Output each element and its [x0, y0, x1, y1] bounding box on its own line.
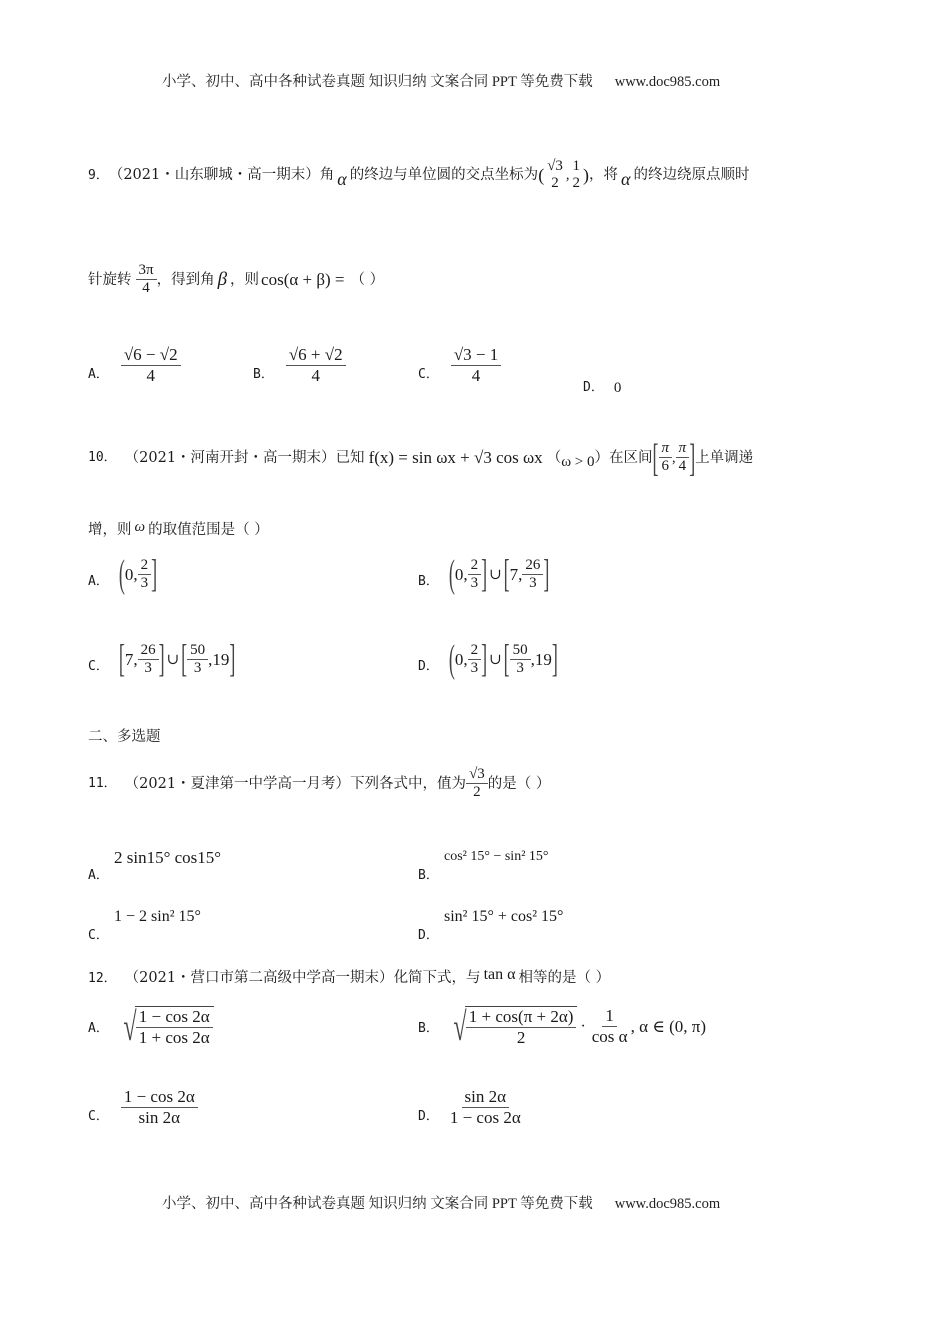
bracket-close: ]	[689, 435, 696, 480]
option-fraction: $\frac{\sin 2\alpha}{1 - \cos 2\alpha}$	[449, 1087, 521, 1127]
paren-open: (	[538, 165, 545, 186]
option-label: A．	[88, 1021, 109, 1036]
question-9-text: 针旋转	[88, 271, 132, 288]
option-expression: cos² 15° − sin² 15°	[444, 849, 549, 864]
question-11-source: （2021・夏津第一中学高一月考）	[124, 775, 351, 792]
footer-banner-text: 小学、初中、高中各种试卷真题 知识归纳 文案合同 PPT 等免费下载	[162, 1196, 593, 1212]
footer-banner	[162, 1192, 720, 1213]
question-10-option-a[interactable]: A． ( 0, $\frac{2}{3}$ ]	[88, 551, 158, 596]
question-9-stem-line1	[88, 158, 750, 193]
option-fraction: $\frac{1 - \cos 2\alpha}{\sin 2\alpha}$	[121, 1087, 198, 1127]
function-expression: f(x) = sin ωx + √3 cos ωx	[368, 448, 543, 468]
question-11-stem	[88, 766, 550, 802]
option-label: A．	[88, 574, 109, 590]
question-12-option-d[interactable]	[418, 1087, 524, 1127]
option-label: D．	[418, 928, 439, 943]
option-label: B．	[253, 366, 274, 382]
option-fraction: $\frac{1 - \cos 2\alpha}{1 + \cos 2\alpha}$	[135, 1006, 214, 1047]
question-12-stem	[88, 966, 611, 986]
header-site-link[interactable]: www.doc985.com	[614, 74, 721, 90]
question-12-text: 化简下式，与	[393, 969, 481, 986]
option-fraction: $\frac{√6 - √2}{4}$	[121, 345, 181, 385]
question-10-stem-line1: 10． （2021・河南开封・高一期末） 已知 f(x) = sin ωx + √3 cos ωx （ ω > 0 ） 在区间 [ $\frac{\pi}{6}$ , $\frac{\pi}{4}$ ] 上单调递	[88, 435, 754, 480]
option-label: B．	[418, 574, 439, 590]
comma: ,	[565, 167, 570, 183]
question-9-option-b[interactable]	[253, 345, 346, 385]
question-10-option-c[interactable]: C． [ 7, $\frac{26}{3}$ ] ∪ [ $\frac{50}{3}$ ,19 ]	[88, 636, 236, 681]
option-label: C．	[88, 928, 109, 943]
var-beta: β	[217, 269, 228, 291]
question-10-text: 上单调递	[695, 449, 754, 466]
option-label: C．	[418, 366, 439, 382]
var-omega: ω	[134, 519, 146, 535]
question-12-option-b[interactable]: B． √ $\frac{1 + \cos(\pi + 2\alpha)}{2}$ · $\frac{1}{\text{cos α}}$ , α ∈ (0, π)	[418, 1004, 706, 1049]
value-fraction: $\frac{√3}{2}$	[466, 766, 488, 802]
question-12-option-c[interactable]	[88, 1087, 198, 1127]
question-9-option-a[interactable]	[88, 345, 181, 385]
question-9-option-c[interactable]	[418, 345, 501, 385]
question-11-text: 的是（ ）	[487, 775, 551, 792]
option-label: C．	[88, 659, 109, 675]
rotation-fraction: $\frac{3\pi}{4}$	[136, 262, 157, 298]
question-12-number: 12．	[88, 970, 117, 986]
bracket-open: [	[652, 435, 659, 480]
omega-condition: ω > 0	[561, 454, 595, 471]
option-label: D．	[418, 1108, 439, 1124]
question-9-text: 角	[319, 167, 335, 183]
question-11-text: 下列各式中，值为	[350, 775, 467, 792]
option-expression: sin² 15° + cos² 15°	[444, 908, 564, 925]
option-label: D．	[418, 659, 439, 675]
question-9-text: 的终边绕原点顺时	[633, 167, 750, 183]
option-fraction: $\frac{√6 + √2}{4}$	[286, 345, 346, 385]
option-label: C．	[88, 1108, 109, 1124]
interval-right-fraction: $\frac{\pi}{4}$	[676, 440, 690, 476]
question-11-number: 11．	[88, 776, 117, 792]
tan-expression: tan α	[483, 966, 516, 983]
cos-expression: cos(α + β) =	[261, 270, 345, 290]
question-10-source: （2021・河南开封・高一期末）	[124, 449, 336, 466]
question-12-text: 相等的是（ ）	[518, 969, 611, 986]
question-10-option-d[interactable]: D． ( 0, $\frac{2}{3}$ ] ∪ [ $\frac{50}{3}$ ,19 ]	[418, 636, 558, 681]
var-alpha: α	[621, 169, 631, 190]
question-9-stem-line2	[88, 262, 384, 298]
option-value: 0	[613, 380, 622, 396]
sqrt-icon: √	[453, 1004, 467, 1049]
option-expression: 2 sin15° cos15°	[114, 848, 222, 867]
question-9-source: （2021・山东聊城・高一期末）	[108, 167, 320, 183]
option-label: D．	[583, 380, 604, 395]
question-10-number: 10．	[88, 450, 117, 466]
header-banner-text: 小学、初中、高中各种试卷真题 知识归纳 文案合同 PPT 等免费下载	[162, 74, 593, 90]
paren-close: ）	[594, 449, 610, 466]
question-10-text: 增，则	[88, 522, 132, 539]
point-x-fraction: √3 2	[547, 158, 563, 192]
header-banner	[162, 70, 720, 91]
footer-site-link[interactable]: www.doc985.com	[614, 1196, 721, 1212]
question-10-stem-line2	[88, 519, 269, 539]
option-label: B．	[418, 868, 439, 883]
interval-left-fraction: $\frac{\pi}{6}$	[659, 440, 673, 476]
option-expression: 1 − 2 sin² 15°	[114, 908, 201, 925]
option-fraction: $\frac{√3 - 1}{4}$	[451, 345, 501, 385]
point-y-fraction: 1 2	[572, 158, 581, 192]
option-label: A．	[88, 366, 109, 382]
question-9-text: ，则	[230, 271, 260, 288]
question-9-text: ，得到角	[156, 271, 215, 288]
option-fraction-2: $\frac{1}{\text{cos α}}$	[591, 1006, 628, 1046]
option-fraction: $\frac{1 + \cos(\pi + 2\alpha)}{2}$	[465, 1006, 578, 1047]
option-domain: , α ∈ (0, π)	[630, 1016, 706, 1036]
paren-open: （	[546, 449, 562, 466]
question-9-text: 的终边与单位圆的交点坐标为	[349, 167, 539, 183]
var-alpha: α	[337, 169, 347, 190]
question-9-text: ，将	[589, 167, 619, 183]
question-12-source: （2021・营口市第二高级中学高一期末）	[124, 969, 394, 986]
question-10-text: 在区间	[609, 449, 653, 466]
question-10-text: 的取值范围是（ ）	[148, 522, 269, 539]
question-10-option-b[interactable]: B． ( 0, $\frac{2}{3}$ ] ∪ [ 7, $\frac{26}{3}$ ]	[418, 551, 550, 596]
question-9-number: 9．	[88, 167, 109, 183]
option-label: B．	[418, 1021, 439, 1036]
question-12-option-a[interactable]	[88, 1003, 214, 1050]
question-10-text: 已知	[335, 449, 365, 466]
answer-blank[interactable]: （ ）	[350, 271, 385, 288]
option-label: A．	[88, 868, 109, 883]
sqrt-icon: √	[123, 1004, 137, 1049]
section-title: 二、多选题	[88, 729, 161, 745]
question-9-option-d[interactable]	[583, 374, 621, 397]
paren-close: )	[583, 165, 590, 186]
